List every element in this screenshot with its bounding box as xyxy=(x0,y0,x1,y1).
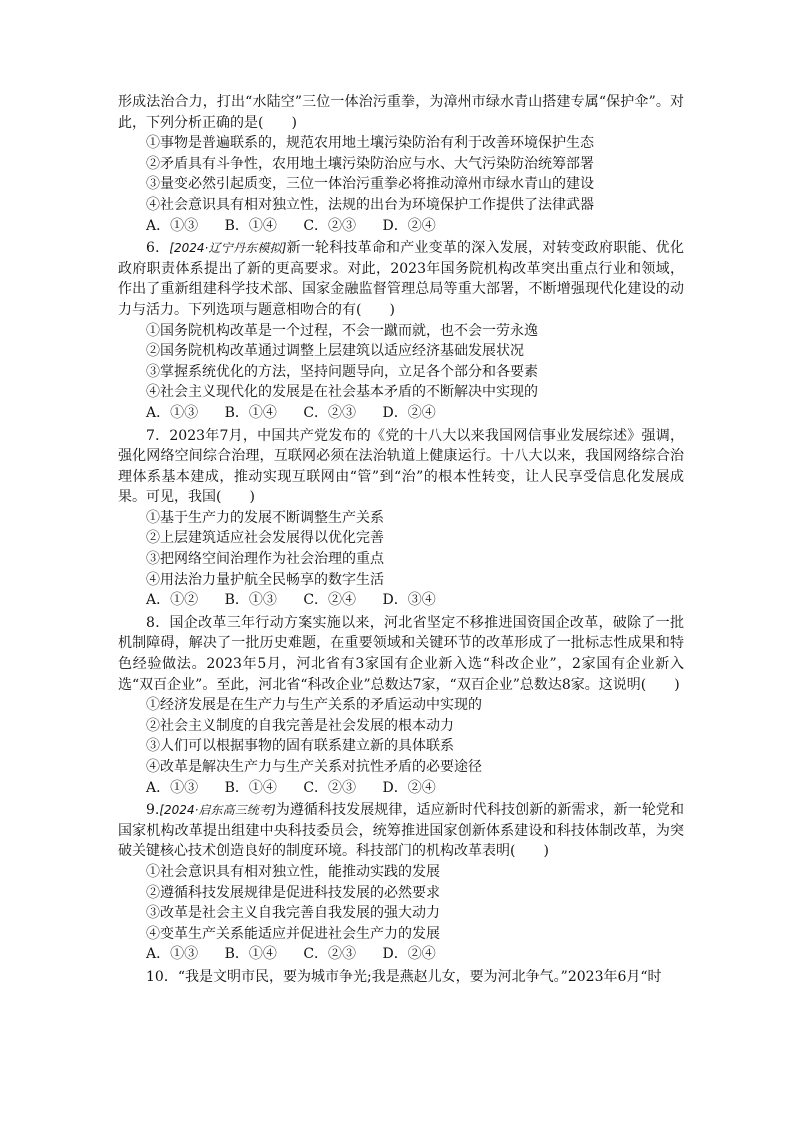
question-8 xyxy=(118,613,684,798)
option-1: ①基于生产力的发展不断调整生产关系 xyxy=(146,509,384,526)
question-number: 9. xyxy=(146,802,160,819)
question-stem xyxy=(118,238,684,320)
question-10 xyxy=(118,967,684,988)
option-1: ①社会意识具有相对独立性，能推动实践的发展 xyxy=(146,863,440,880)
answer-choices xyxy=(118,590,684,611)
answer-choices xyxy=(118,403,684,424)
choice-c: C．②③ xyxy=(303,779,357,796)
choice-d: D．②④ xyxy=(382,217,436,234)
choice-d: D．②④ xyxy=(382,404,436,421)
option-2: ②社会主义制度的自我完善是社会发展的根本动力 xyxy=(146,717,454,734)
choice-a: A．①③ xyxy=(146,779,199,796)
option-4: ④用法治力量护航全民畅享的数字生活 xyxy=(146,571,384,588)
option-3: ③掌握系统优化的方法，坚持问题导向，立足各个部分和各要素 xyxy=(146,363,538,380)
choice-a: A．①③ xyxy=(146,404,199,421)
answer-choices xyxy=(118,216,684,237)
question-5-continued xyxy=(118,92,684,236)
answer-choices xyxy=(118,944,684,965)
choice-b: B．①④ xyxy=(224,404,277,421)
choice-a: A．①③ xyxy=(146,217,199,234)
question-6 xyxy=(118,238,684,423)
option-4: ④变革生产关系能适应并促进社会生产力的发展 xyxy=(146,925,440,942)
option-3: ③把网络空间治理作为社会治理的重点 xyxy=(146,551,384,568)
choice-b: B．①④ xyxy=(224,217,277,234)
question-stem: 7．2023年7月，中国共产党发布的《党的十八大以来我国网信事业发展综述》强调，强化网络空间综合治理，互联网必须在法治轨道上健康运行。十八大以来，我国网络综合治理体系基本建成，推动实现互联网由“管”到“治”的根本性转变，让人民享受信息化发展成果。可见，我国( ) xyxy=(118,427,684,506)
option-2: ②矛盾具有斗争性，农用地土壤污染防治应与水、大气污染防治统筹部署 xyxy=(146,155,594,172)
choice-c: C．②③ xyxy=(303,217,357,234)
option-3: ③人们可以根据事物的固有联系建立新的具体联系 xyxy=(146,738,454,755)
question-stem xyxy=(118,800,684,862)
option-4: ④社会意识具有相对独立性，法规的出台为环境保护工作提供了法律武器 xyxy=(146,196,594,213)
option-4: ④改革是解决生产力与生产关系对抗性矛盾的必要途径 xyxy=(146,759,482,775)
question-text: 新一轮科技革命和产业变革的深入发展，对转变政府职能、优化政府职责体系提出了新的更高要求。对此，2023年国务院机构改革突出重点行业和领域，作出了重新组建科学技术部、国家金融监督管理总局等重大部署，不断增强现代化建设的动力与活力。下列选项与题意相吻合的有( ) xyxy=(118,240,685,318)
choice-b: B．①③ xyxy=(224,592,277,609)
option-3: ③改革是社会主义自我完善自我发展的强大动力 xyxy=(146,905,440,922)
choice-a: A．①③ xyxy=(146,946,199,963)
choice-a: A．①② xyxy=(146,592,199,609)
option-1: ①经济发展是在生产力与生产关系的矛盾运动中实现的 xyxy=(146,697,482,714)
choice-b: B．①④ xyxy=(224,946,277,963)
choice-d: D．②④ xyxy=(382,946,436,963)
option-1: ①国务院机构改革是一个过程，不会一蹴而就，也不会一劳永逸 xyxy=(146,322,538,339)
option-4: ④社会主义现代化的发展是在社会基本矛盾的不断解决中实现的 xyxy=(146,384,538,401)
choice-d: D．②④ xyxy=(382,779,436,796)
question-9 xyxy=(118,800,684,965)
question-number: 6． xyxy=(146,240,170,257)
option-2: ②国务院机构改革通过调整上层建筑以适应经济基础发展状况 xyxy=(146,343,524,360)
answer-choices xyxy=(118,778,684,799)
question-stem: 形成法治合力，打出“水陆空”三位一体治污重拳，为漳州市绿水青山搭建专属“保护伞”。对此，下列分析正确的是( ) xyxy=(118,94,684,131)
question-7 xyxy=(118,426,684,611)
option-2: ②上层建筑适应社会发展得以优化完善 xyxy=(146,530,384,547)
question-stem: 10．“我是文明市民，要为城市争光;我是燕赵儿女，要为河北争气。”2023年6月“时 xyxy=(146,968,662,985)
option-1: ①事物是普遍联系的，规范农用地土壤污染防治有利于改善环境保护生态 xyxy=(146,135,594,152)
option-2: ②遵循科技发展规律是促进科技发展的必然要求 xyxy=(146,884,440,901)
option-3: ③量变必然引起质变，三位一体治污重拳必将推动漳州市绿水青山的建设 xyxy=(146,176,594,193)
choice-b: B．①④ xyxy=(224,779,277,796)
choice-c: C．②③ xyxy=(303,946,357,963)
question-content xyxy=(118,92,684,988)
question-text: 为遵循科技发展规律，适应新时代科技创新的新需求，新一轮党和国家机构改革提出组建中央科技委员会，统筹推进国家创新体系建设和科技体制改革，为突破关键核心技术创造良好的制度环境。科技部门的机构改革表明( ) xyxy=(118,802,685,860)
question-source: [2024·辽宁丹东模拟] xyxy=(169,241,287,256)
question-source: [2024·启东高三统考] xyxy=(159,803,276,818)
question-stem: 8．国企改革三年行动方案实施以来，河北省坚定不移推进国资国企改革，破除了一批机制障碍，解决了一批历史难题，在重要领域和关键环节的改革形成了一批标志性成果和特色经验做法。2023年5月，河北省有3家国有企业新入选“科改企业”，2家国有企业新入选“双百企业”。至此，河北省“科改企业”总数达7家，“双百企业”总数达8家。这说明( ) xyxy=(118,614,684,693)
choice-c: C．②④ xyxy=(303,592,357,609)
choice-d: D．③④ xyxy=(382,592,436,609)
choice-c: C．②③ xyxy=(303,404,357,421)
